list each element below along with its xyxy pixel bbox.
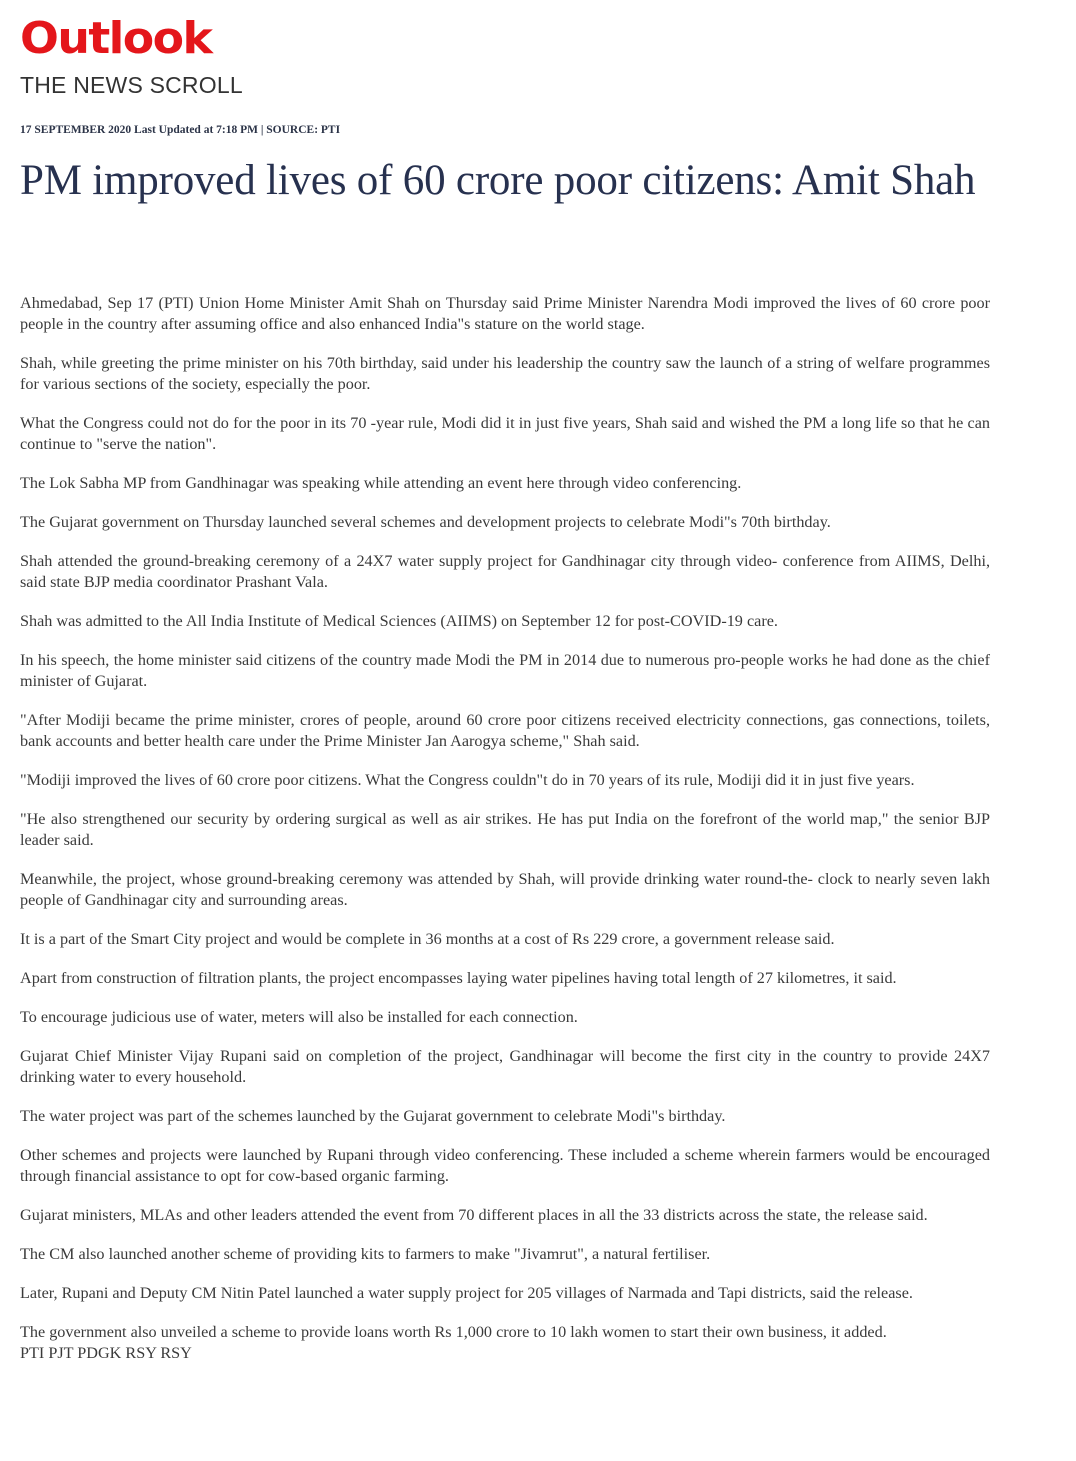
article-paragraph: "Modiji improved the lives of 60 crore poor citizens. What the Congress couldn"t do in 70 years of its rule, Modiji did it in just five years. <box>20 771 915 789</box>
article-paragraph: Later, Rupani and Deputy CM Nitin Patel launched a water supply project for 205 villages of Narmada and Tapi districts, said the release. <box>20 1284 913 1302</box>
article-paragraph: Ahmedabad, Sep 17 (PTI) Union Home Minister Amit Shah on Thursday said Prime Minister Narendra Modi improved the lives of 60 crore poor people in the country after assuming office and also enhanced India"s stature on the world stage. <box>20 294 990 333</box>
article-paragraph: "After Modiji became the prime minister, crores of people, around 60 crore poor citizens received electricity connections, gas connections, toilets, bank accounts and better health care under the Prime Minister Jan Aarogya scheme," Shah said. <box>20 711 990 750</box>
article-headline: PM improved lives of 60 crore poor citizens: Amit Shah <box>20 157 976 204</box>
article-paragraph: What the Congress could not do for the poor in its 70 -year rule, Modi did it in just five years, Shah said and wished the PM a long life so that he can continue to "serve the nation". <box>20 414 990 453</box>
article-paragraph: The government also unveiled a scheme to provide loans worth Rs 1,000 crore to 10 lakh women to start their own business, it added. <box>20 1323 887 1341</box>
agency-credit: PTI PJT PDGK RSY RSY <box>20 1344 192 1362</box>
article-paragraph: The Lok Sabha MP from Gandhinagar was speaking while attending an event here through video conferencing. <box>20 474 742 492</box>
outlook-logo[interactable]: Outlook <box>20 13 212 64</box>
article-paragraph: Other schemes and projects were launched by Rupani through video conferencing. These included a scheme wherein farmers would be encouraged through financial assistance to opt for cow-based organic farming. <box>20 1146 990 1185</box>
article-paragraph: Meanwhile, the project, whose ground-breaking ceremony was attended by Shah, will provide drinking water round-the- clock to nearly seven lakh people of Gandhinagar city and surrounding areas. <box>20 870 990 909</box>
article-paragraph: Shah, while greeting the prime minister on his 70th birthday, said under his leadership the country saw the launch of a string of welfare programmes for various sections of the society, especially the poor. <box>20 354 990 393</box>
article-paragraph: In his speech, the home minister said citizens of the country made Modi the PM in 2014 due to numerous pro-people works he had done as the chief minister of Gujarat. <box>20 651 990 690</box>
article-paragraph: The water project was part of the schemes launched by the Gujarat government to celebrate Modi"s birthday. <box>20 1107 726 1125</box>
article-paragraph: The Gujarat government on Thursday launched several schemes and development projects to celebrate Modi"s 70th birthday. <box>20 513 831 531</box>
article-paragraph: Shah attended the ground-breaking ceremony of a 24X7 water supply project for Gandhinagar city through video- conference from AIIMS, Delhi, said state BJP media coordinator Prashant Vala. <box>20 552 990 591</box>
article-paragraph: To encourage judicious use of water, meters will also be installed for each connection. <box>20 1008 578 1026</box>
article-meta: 17 SEPTEMBER 2020 Last Updated at 7:18 PM | SOURCE: PTI <box>20 124 341 136</box>
section-title: THE NEWS SCROLL <box>20 72 243 98</box>
article-paragraph: Apart from construction of filtration plants, the project encompasses laying water pipelines having total length of 27 kilometres, it said. <box>20 969 897 987</box>
article-paragraph: It is a part of the Smart City project and would be complete in 36 months at a cost of Rs 229 crore, a government release said. <box>20 930 835 948</box>
article-paragraph: The CM also launched another scheme of providing kits to farmers to make "Jivamrut", a natural fertiliser. <box>20 1245 711 1263</box>
article-paragraph: "He also strengthened our security by ordering surgical as well as air strikes. He has put India on the forefront of the world map," the senior BJP leader said. <box>20 810 990 849</box>
article-paragraph: Gujarat ministers, MLAs and other leaders attended the event from 70 different places in all the 33 districts across the state, the release said. <box>20 1206 928 1224</box>
article-body <box>20 293 990 1364</box>
article-paragraph: Shah was admitted to the All India Institute of Medical Sciences (AIIMS) on September 12 for post-COVID-19 care. <box>20 612 778 630</box>
article-paragraph: Gujarat Chief Minister Vijay Rupani said on completion of the project, Gandhinagar will become the first city in the country to provide 24X7 drinking water to every household. <box>20 1047 990 1086</box>
